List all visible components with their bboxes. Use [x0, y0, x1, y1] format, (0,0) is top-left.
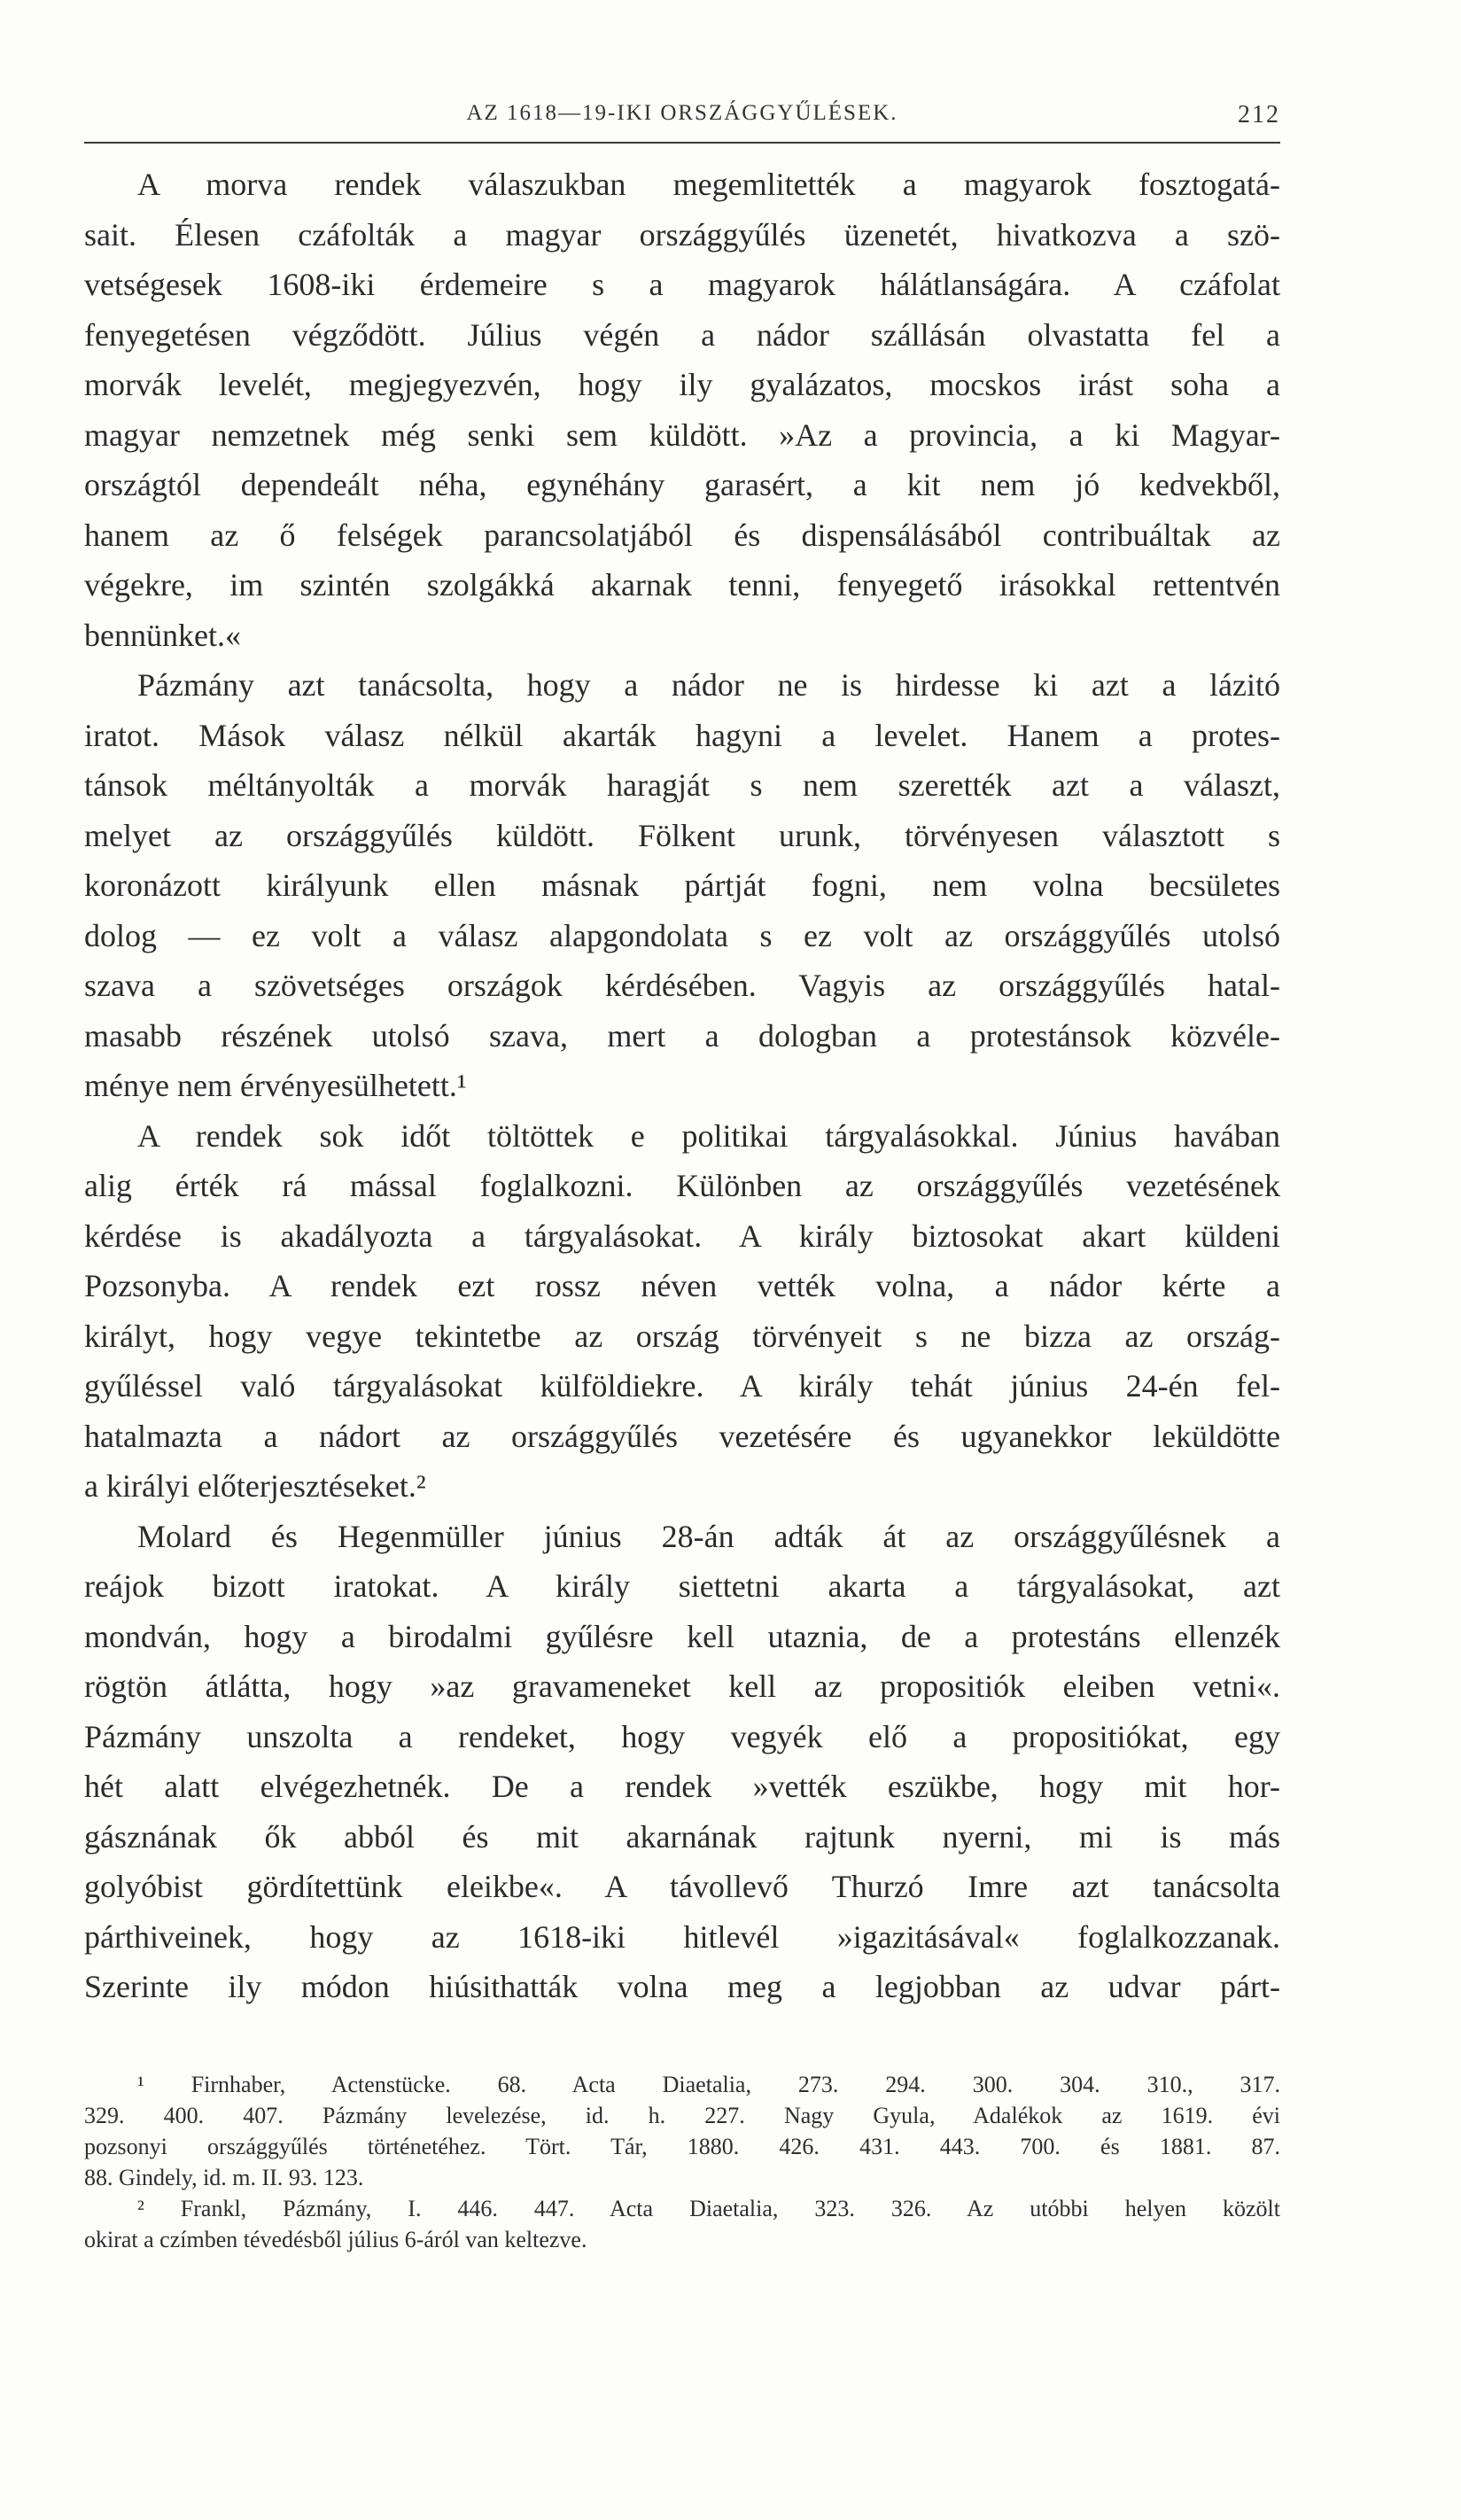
- body-line: iratot. Mások válasz nélkül akarták hagyni a levelet. Hanem a protes-: [84, 717, 1280, 753]
- body-line: Pozsonyba. A rendek ezt rossz néven vették volna, a nádor kérte a: [84, 1268, 1280, 1303]
- body-line: párthiveinek, hogy az 1618-iki hitlevél »igazitásával« foglalkozzanak.: [84, 1918, 1280, 1955]
- body-line: melyet az országgyűlés küldött. Fölkent urunk, törvényesen választott s: [84, 817, 1280, 853]
- body-line: a királyi előterjesztéseket.²: [84, 1468, 426, 1504]
- body-line: gásznának ők abból és mit akarnának rajtunk nyerni, mi is más: [84, 1818, 1280, 1855]
- footnotes: [84, 2069, 1280, 2255]
- body-line: golyóbist gördítettünk eleikbe«. A távollevő Thurzó Imre azt tanácsolta: [84, 1869, 1280, 1904]
- footnote-line: ² Frankl, Pázmány, I. 446. 447. Acta Diaetalia, 323. 326. Az utóbbi helyen közölt: [137, 2196, 1280, 2221]
- running-header: [84, 99, 1280, 144]
- body-line: Pázmány azt tanácsolta, hogy a nádor ne is hirdesse ki azt a lázitó: [137, 667, 1280, 703]
- body-line: vetségesek 1608-iki érdemeire s a magyarok hálátlanságára. A czáfolat: [84, 267, 1280, 302]
- body-line: dolog — ez volt a válasz alapgondolata s ez volt az országgyűlés utolsó: [84, 917, 1280, 953]
- body-line: hét alatt elvégezhetnék. De a rendek »vették eszükbe, hogy mit hor-: [84, 1769, 1280, 1804]
- body-line: Pázmány unszolta a rendeket, hogy vegyék elő a propositiókat, egy: [84, 1718, 1280, 1754]
- body-line: gyűléssel való tárgyalásokat külföldiekre. A király tehát június 24-én fel-: [84, 1368, 1280, 1404]
- body-line: bennünket.«: [84, 617, 241, 653]
- body-text: [84, 159, 1280, 2012]
- footnote-line: pozsonyi országgyűlés történetéhez. Tört. Tár, 1880. 426. 431. 443. 700. és 1881. 87.: [84, 2134, 1280, 2159]
- body-line: szava a szövetséges országok kérdésében. Vagyis az országgyűlés hatal-: [84, 968, 1280, 1003]
- footnote-line: 88. Gindely, id. m. II. 93. 123.: [84, 2165, 364, 2190]
- body-line: rögtön átlátta, hogy »az gravameneket kell az propositiók eleiben vetni«.: [84, 1668, 1280, 1704]
- body-line: végekre, im szintén szolgákká akarnak tenni, fenyegető irásokkal rettentvén: [84, 567, 1280, 603]
- body-line: koronázott királyunk ellen másnak pártját fogni, nem volna becsületes: [84, 867, 1280, 903]
- body-line: hanem az ő felségek parancsolatjából és dispensálásából contribuáltak az: [84, 517, 1280, 553]
- body-line: tánsok méltányolták a morvák haragját s nem szerették azt a választ,: [84, 767, 1280, 803]
- footnote-line: ¹ Firnhaber, Actenstücke. 68. Acta Diaetalia, 273. 294. 300. 304. 310., 317.: [137, 2072, 1280, 2097]
- body-line: magyar nemzetnek még senki sem küldött. »Az a provincia, a ki Magyar-: [84, 416, 1280, 453]
- body-line: mondván, hogy a birodalmi gyűlésre kell utaznia, de a protestáns ellenzék: [84, 1618, 1280, 1654]
- body-line: ménye nem érvényesülhetett.¹: [84, 1068, 467, 1103]
- body-line: fenyegetésen végződött. Július végén a nádor szállásán olvastatta fel a: [84, 316, 1280, 353]
- body-line: alig érték rá mással foglalkozni. Különben az országgyűlés vezetésének: [84, 1168, 1280, 1203]
- body-line: morvák levelét, megjegyezvén, hogy ily gyalázatos, mocskos irást soha a: [84, 367, 1280, 402]
- body-line: masabb részének utolsó szava, mert a dologban a protestánsok közvéle-: [84, 1017, 1280, 1054]
- body-line: reájok bizott iratokat. A király siettetni akarta a tárgyalásokat, azt: [84, 1568, 1280, 1604]
- body-line: hatalmazta a nádort az országgyűlés vezetésére és ugyanekkor leküldötte: [84, 1418, 1280, 1454]
- body-line: A rendek sok időt töltöttek e politikai tárgyalásokkal. Június havában: [137, 1117, 1280, 1154]
- running-title: AZ 1618—19-IKI ORSZÁGGYŰLÉSEK.: [466, 101, 898, 125]
- body-line: országtól dependeált néha, egynéhány garasért, a kit nem jó kedvekből,: [84, 467, 1280, 502]
- footnote-line: 329. 400. 407. Pázmány levelezése, id. h. 227. Nagy Gyula, Adalékok az 1619. évi: [84, 2103, 1280, 2128]
- body-line: királyt, hogy vegye tekintetbe az ország törvényeit s ne bizza az ország-: [84, 1318, 1280, 1354]
- page-number: 212: [1238, 101, 1280, 128]
- body-line: sait. Élesen czáfolták a magyar országgyűlés üzenetét, hivatkozva a szö-: [84, 216, 1280, 253]
- body-line: Molard és Hegenmüller június 28-án adták át az országgyűlésnek a: [137, 1518, 1280, 1554]
- footnote-line: okirat a czímben tévedésből július 6-áról van keltezve.: [84, 2227, 587, 2252]
- body-line: Szerinte ily módon hiúsithatták volna meg a legjobban az udvar párt-: [84, 1969, 1280, 2004]
- body-line: kérdése is akadályozta a tárgyalásokat. A király biztosokat akart küldeni: [84, 1217, 1280, 1254]
- body-line: A morva rendek válaszukban megemlitették a magyarok fosztogatá-: [137, 167, 1280, 202]
